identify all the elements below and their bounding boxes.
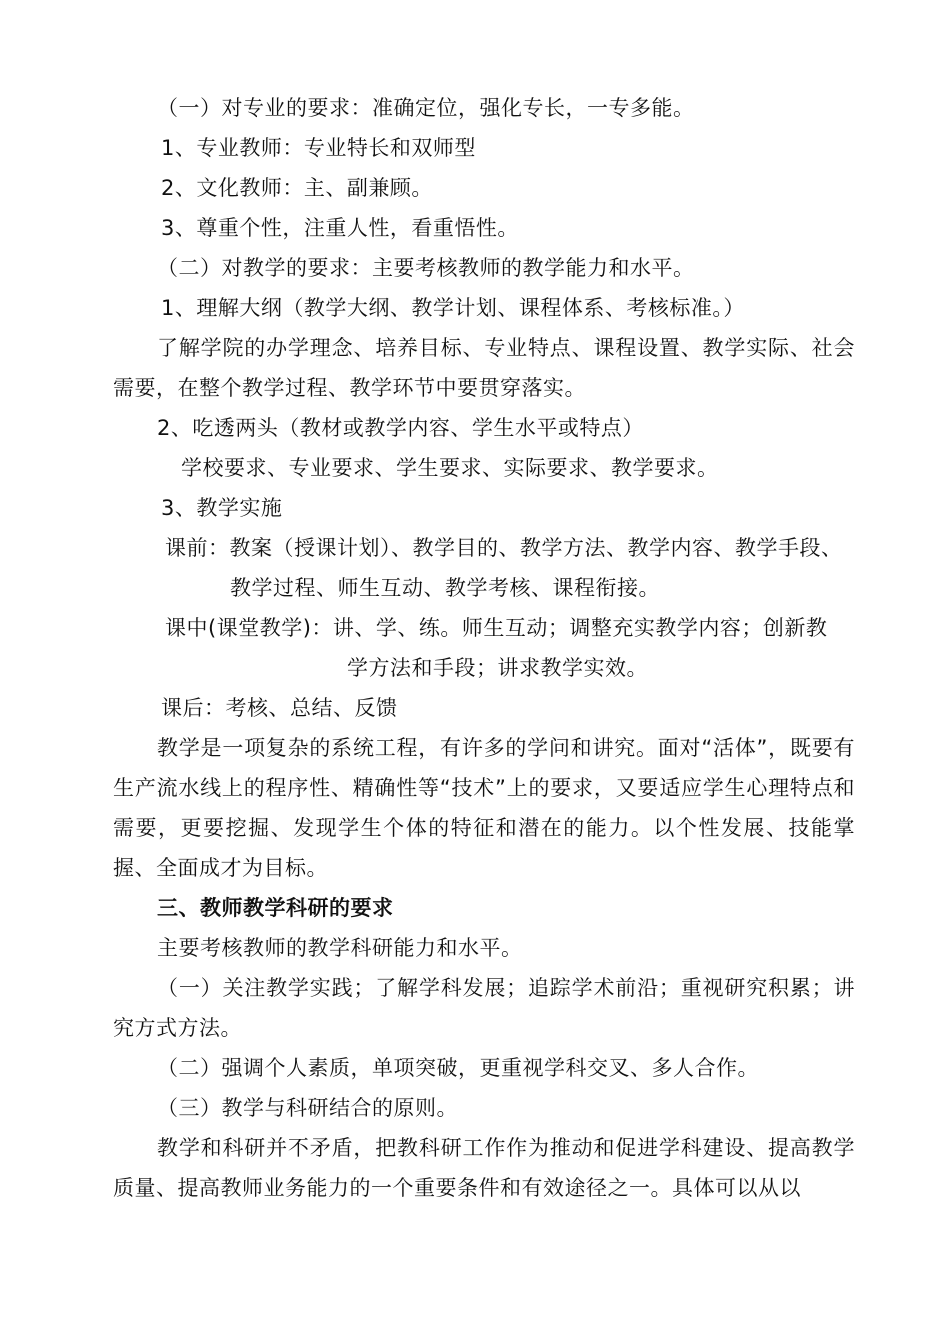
list-item: 1、理解大纲（教学大纲、教学计划、课程体系、考核标准。） bbox=[161, 296, 745, 320]
body-line: 学方法和手段；讲求教学实效。 bbox=[347, 656, 648, 680]
subsection-heading-1: （一）对专业的要求：准确定位，强化专长，一专多能。 bbox=[157, 96, 695, 120]
list-item: 2、吃透两头（教材或教学内容、学生水平或特点） bbox=[157, 416, 644, 440]
body-line: 课后：考核、总结、反馈 bbox=[161, 696, 398, 720]
subsection-heading-2: （二）对教学的要求：主要考核教师的教学能力和水平。 bbox=[157, 256, 695, 280]
body-line: 教学过程、师生互动、教学考核、课程衔接。 bbox=[230, 576, 660, 600]
list-item: 2、文化教师：主、副兼顾。 bbox=[161, 176, 433, 200]
body-paragraph: 教学和科研并不矛盾，把教科研工作作为推动和促进学科建设、提高教学质量、提高教师业务能力的一个重要条件和有效途径之一。具体可以从以 bbox=[113, 1136, 855, 1200]
list-item: 1、专业教师：专业特长和双师型 bbox=[161, 136, 476, 160]
list-item: 3、教学实施 bbox=[161, 496, 283, 520]
body-line: （三）教学与科研结合的原则。 bbox=[157, 1096, 458, 1120]
body-paragraph: （一）关注教学实践；了解学科发展；追踪学术前沿；重视研究积累；讲究方式方法。 bbox=[113, 976, 855, 1040]
body-paragraph: 教学是一项复杂的系统工程，有许多的学问和讲究。面对“活体”，既要有生产流水线上的程序性、精确性等“技术”上的要求，又要适应学生心理特点和需要，更要挖掘、发现学生个体的特征和潜在的能力。以个性发展、技能掌握、全面成才为目标。 bbox=[113, 736, 855, 880]
body-line: 课前：教案（授课计划）、教学目的、教学方法、教学内容、教学手段、 bbox=[165, 536, 843, 560]
body-line: （二）强调个人素质，单项突破，更重视学科交叉、多人合作。 bbox=[157, 1056, 759, 1080]
list-item: 3、尊重个性，注重人性，看重悟性。 bbox=[161, 216, 519, 240]
body-paragraph: 了解学院的办学理念、培养目标、专业特点、课程设置、教学实际、社会需要，在整个教学过程、教学环节中要贯穿落实。 bbox=[113, 336, 855, 400]
body-line: 主要考核教师的教学科研能力和水平。 bbox=[157, 936, 523, 960]
body-line: 学校要求、专业要求、学生要求、实际要求、教学要求。 bbox=[181, 456, 719, 480]
section-heading: 三、教师教学科研的要求 bbox=[157, 896, 394, 920]
body-line: 课中(课堂教学)：讲、学、练。师生互动；调整充实教学内容；创新教 bbox=[165, 616, 828, 640]
